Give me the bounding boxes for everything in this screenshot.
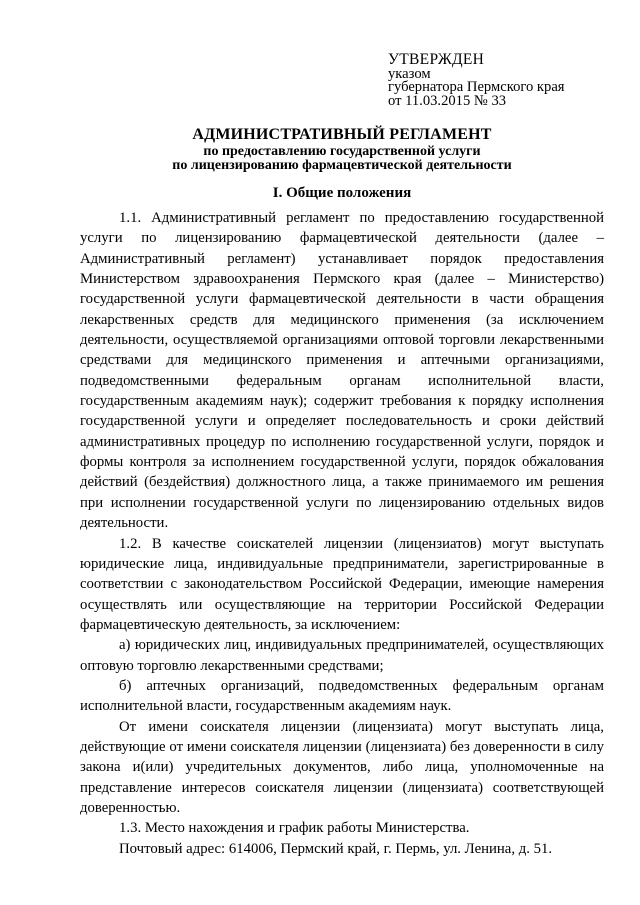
document-subtitle-line-2: по лицензированию фармацевтической деятельности	[172, 157, 512, 173]
paragraph-1-3: 1.3. Место нахождения и график работы Министерства.	[119, 820, 470, 837]
approval-line-date: от 11.03.2015 № 33	[388, 92, 507, 109]
paragraph-1-2: 1.2. В качестве соискателей лицензии (лицензиатов) могут выступать юридические лица, индивидуальные предприниматели, зарегистрированные в соответствии с законодательством Российской Федерации, имеющие намерения осуществлять или осуществляющие на территории Российской Федерации фармацевтическую деятельность, за исключением:	[80, 535, 604, 633]
document-body	[80, 208, 604, 859]
paragraph-representatives: От имени соискателя лицензии (лицензиата) могут выступать лица, действующие от имени соискателя лицензии (лицензиата) без доверенности в силу закона и(или) учредительных документов, либо лица, уполномоченные на представление интересов соискателя лицензии (лицензиата) соответствующей доверенностью.	[80, 718, 604, 816]
approval-line-decree: указом	[388, 65, 431, 82]
paragraph-exception-b: б) аптечных организаций, подведомственных федеральным органам исполнительной власти, государственным академиям наук.	[80, 677, 604, 715]
section-heading: I. Общие положения	[272, 185, 412, 201]
paragraph-postal-address: Почтовый адрес: 614006, Пермский край, г. Пермь, ул. Ленина, д. 51.	[119, 840, 553, 857]
approval-stamp	[388, 53, 565, 108]
document-title: АДМИНИСТРАТИВНЫЙ РЕГЛАМЕНТ	[192, 126, 492, 143]
paragraph-exception-a: а) юридических лиц, индивидуальных предпринимателей, осуществляющих оптовую торговлю лекарственными средствами;	[80, 637, 604, 674]
document-subtitle	[80, 145, 604, 172]
approval-heading: УТВЕРЖДЕН	[388, 51, 485, 68]
document-subtitle-line-1: по предоставлению государственной услуги	[203, 144, 481, 159]
paragraph-1-1: 1.1. Административный регламент по предоставлению государственной услуги по лицензированию фармацевтической деятельности (далее – Административный регламент) устанавливает порядок предоставления Министерством здравоохранения Пермского края (далее – Министерство) государственной услуги фармацевтической деятельности в части обращения лекарственных средств для медицинского применения (за исключением деятельности, осуществляемой организациями оптовой торговли лекарственными средствами для медицинского применения и аптечными организациями, подведомственными федеральным органам исполнительной власти, государственным академиям наук); содержит требования к порядку исполнения государственной услуги и определяет последовательность и сроки действий административных процедур по исполнению государственной услуги, порядок и формы контроля за исполнением государственной услуги, порядок обжалования действий (бездействия) должностного лица, а также принимаемого им решения при исполнении государственной услуги по лицензированию отдельных видов деятельности.	[80, 210, 604, 532]
approval-line-governor: губернатора Пермского края	[388, 79, 565, 95]
